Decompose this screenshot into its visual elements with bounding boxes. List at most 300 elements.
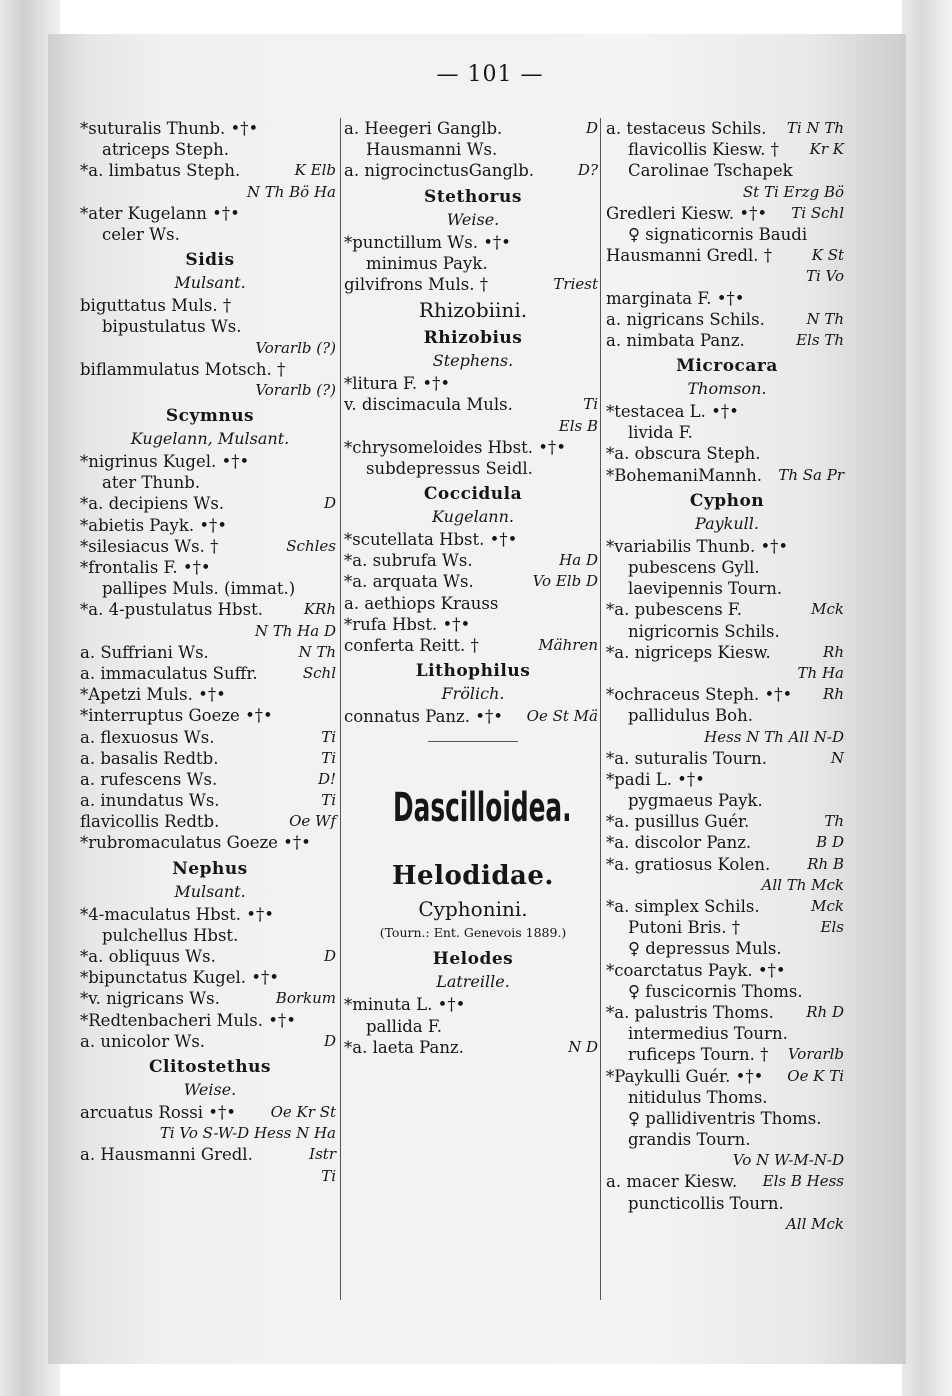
synonym-entry (606, 1044, 848, 1065)
species-entry (606, 1066, 848, 1087)
distribution-line (606, 663, 848, 684)
locality-text: D (323, 1031, 336, 1050)
species-entry (344, 550, 602, 571)
species-entry (344, 394, 602, 415)
locality-text: Rh B (807, 854, 844, 873)
line-text: *scutellata Hbst. •†• (344, 530, 518, 550)
locality-text: Triest (553, 274, 598, 293)
genus-author (80, 880, 340, 904)
species-entry (344, 593, 602, 614)
locality-text: Oe Kr St (270, 1102, 336, 1121)
reference-note (344, 922, 602, 944)
line-text: connatus Panz. •†• (344, 707, 503, 727)
line-text: Cyphonini. (418, 897, 528, 922)
species-entry (344, 118, 602, 139)
line-text: *Apetzi Muls. •†• (80, 685, 226, 705)
synonym-entry (344, 253, 602, 274)
species-entry (80, 684, 340, 705)
genus-author (344, 970, 602, 994)
locality-text: N D (568, 1037, 598, 1056)
line-text: ♀ signaticornis Baudi (628, 224, 808, 244)
line-text: ater Thunb. (102, 473, 201, 493)
distribution-line (80, 338, 340, 359)
distribution-line (80, 380, 340, 401)
genus-heading (344, 656, 602, 682)
line-text: pubescens Gyll. (628, 558, 760, 577)
line-text: Vorarlb (?) (255, 380, 336, 399)
species-entry (80, 1144, 340, 1165)
species-entry (80, 493, 340, 514)
line-text: Th Ha (797, 663, 844, 682)
line-text: v. discimacula Muls. (344, 395, 513, 415)
locality-text: D! (317, 769, 336, 788)
line-text: *a. subrufa Ws. (344, 551, 473, 571)
species-entry (344, 614, 602, 635)
line-text: *frontalis F. •†• (80, 558, 211, 577)
line-text: Kugelann, Mulsant. (130, 429, 290, 449)
locality-text: Vo Elb D (532, 572, 598, 591)
line-text: Dascilloidea. (393, 785, 572, 832)
synonym-entry (606, 938, 848, 959)
line-text: pygmaeus Payk. (628, 791, 763, 811)
locality-text: Ti (321, 791, 336, 810)
locality-text: Th Sa Pr (778, 465, 844, 484)
distribution-line (606, 875, 848, 896)
line-text: *a. 4-pustulatus Hbst. (80, 600, 263, 620)
line-text: *a. simplex Schils. (606, 897, 760, 916)
species-entry (344, 437, 602, 458)
species-entry (80, 1102, 340, 1123)
line-text: *ochraceus Steph. •†• (606, 685, 793, 705)
line-text: Vorarlb (?) (255, 338, 336, 357)
line-text: *abietis Payk. •†• (80, 515, 228, 535)
locality-text: Kr K (809, 140, 844, 159)
species-entry (344, 232, 602, 253)
line-text: Stephens. (432, 351, 514, 371)
distribution-line (80, 621, 340, 642)
line-text: Mulsant. (174, 273, 246, 293)
locality-text: D (585, 119, 598, 137)
distribution-line (606, 727, 848, 748)
genus-author (344, 682, 602, 706)
column-1 (80, 118, 340, 1187)
line-text: Kugelann. (432, 507, 514, 527)
synonym-entry (606, 917, 848, 938)
line-text: All Th Mck (761, 875, 844, 894)
locality-text: Rh (823, 642, 844, 661)
species-entry (344, 994, 602, 1015)
synonym-entry (606, 160, 848, 181)
line-text: celer Ws. (102, 224, 180, 244)
line-text: a. nimbata Panz. (606, 330, 745, 350)
species-entry (344, 1037, 602, 1058)
genus-author (80, 1078, 340, 1102)
species-entry (606, 684, 848, 705)
line-text: Nephus (172, 858, 248, 879)
tribe-heading (344, 894, 602, 922)
species-entry (606, 330, 848, 351)
genus-author (80, 271, 340, 295)
line-text: Putoni Bris. † (628, 918, 740, 938)
species-entry (606, 854, 848, 875)
line-text: *a. pusillus Guér. (606, 812, 750, 832)
line-text: *rufa Hbst. •†• (344, 614, 471, 634)
locality-text: Oe K Ti (787, 1066, 844, 1085)
locality-text: B D (816, 833, 844, 852)
line-text: ♀ depressus Muls. (628, 939, 782, 959)
species-entry (606, 288, 848, 309)
line-text: laevipennis Tourn. (628, 579, 783, 599)
locality-text: Vorarlb (787, 1045, 844, 1064)
line-text: Latreille. (436, 972, 510, 992)
line-text: atriceps Steph. (102, 140, 230, 160)
column-2 (344, 118, 602, 1058)
line-text: nitidulus Thoms. (628, 1087, 768, 1107)
line-text: *a. gratiosus Kolen. (606, 854, 771, 874)
species-entry (606, 896, 848, 917)
genus-author (80, 427, 340, 451)
line-text: Hess N Th All N-D (704, 727, 844, 746)
line-text: *v. nigricans Ws. (80, 989, 220, 1009)
line-text: Ti (321, 1166, 336, 1185)
locality-text: Ti (321, 727, 336, 746)
line-text: a. nigrocinctusGanglb. (344, 161, 535, 181)
locality-text: Oe Wf (289, 812, 336, 831)
species-entry (80, 790, 340, 811)
line-text: a. basalis Redtb. (80, 748, 219, 768)
distribution-line (606, 182, 848, 203)
species-entry (80, 599, 340, 620)
line-text: *litura F. •†• (344, 374, 451, 394)
line-text: *punctillum Ws. •†• (344, 232, 511, 252)
synonym-entry (606, 578, 848, 599)
line-text: arcuatus Rossi •†• (80, 1102, 236, 1122)
locality-text: Ti (321, 748, 336, 767)
locality-text: Rh D (806, 1002, 844, 1021)
line-text: Lithophilus (415, 661, 531, 682)
species-entry (606, 245, 848, 266)
synonym-entry (606, 1087, 848, 1108)
line-text: ruficeps Tourn. † (628, 1045, 769, 1065)
locality-text: D (323, 947, 336, 965)
locality-text: D? (577, 161, 598, 180)
genus-heading (344, 479, 602, 505)
line-text: a. Hausmanni Gredl. (80, 1145, 253, 1165)
synonym-entry (606, 705, 848, 726)
genus-heading (80, 401, 340, 427)
line-text: *silesiacus Ws. † (80, 536, 219, 556)
species-entry (80, 967, 340, 988)
genus-heading (344, 182, 602, 208)
family-heading (344, 854, 602, 894)
line-text: a. inundatus Ws. (80, 791, 220, 811)
locality-text: N Th (806, 309, 844, 328)
superfamily-heading (393, 762, 572, 854)
synonym-entry (606, 1108, 848, 1129)
line-text: *a. decipiens Ws. (80, 494, 225, 514)
species-entry (606, 536, 848, 557)
line-text: *rubromaculatus Goeze •†• (80, 833, 311, 853)
line-text: grandis Tourn. (628, 1130, 751, 1150)
line-text: intermedius Tourn. (628, 1024, 788, 1044)
species-entry (606, 769, 848, 790)
line-text: *bipunctatus Kugel. •†• (80, 968, 279, 988)
distribution-line (80, 182, 340, 203)
line-text: Mulsant. (174, 881, 246, 901)
distribution-line (80, 1166, 340, 1187)
line-text: *Paykulli Guér. •†• (606, 1066, 764, 1086)
species-entry (80, 904, 340, 925)
locality-text: K Elb (294, 161, 336, 180)
species-entry (80, 536, 340, 557)
line-text: *suturalis Thunb. •†• (80, 119, 259, 138)
line-text: Microcara (676, 356, 778, 377)
species-entry (606, 1002, 848, 1023)
line-text: *a. suturalis Tourn. (606, 748, 767, 768)
locality-text: Th (824, 812, 844, 831)
line-text: pulchellus Hbst. (102, 925, 239, 945)
genus-heading (344, 323, 602, 349)
line-text: *ater Kugelann •†• (80, 203, 240, 223)
locality-text: Els B Hess (762, 1172, 844, 1191)
species-entry (80, 1031, 340, 1052)
locality-text: Els Th (796, 330, 844, 349)
synonym-entry (606, 621, 848, 642)
line-text: a. macer Kiesw. (606, 1172, 738, 1192)
genus-author (606, 512, 848, 536)
column-3 (606, 118, 848, 1235)
locality-text: D (323, 494, 336, 513)
species-entry (80, 515, 340, 536)
genus-heading (344, 944, 602, 970)
locality-text: K St (811, 246, 844, 265)
synonym-entry (606, 1023, 848, 1044)
line-text: Cyphon (689, 490, 765, 511)
line-text: flavicollis Redtb. (80, 812, 220, 832)
locality-text: Borkum (275, 989, 336, 1008)
line-text: Clitostethus (148, 1056, 272, 1077)
species-entry (606, 309, 848, 330)
locality-text: KRh (303, 600, 336, 619)
locality-text: Rh (823, 685, 844, 704)
distribution-line (606, 1214, 848, 1235)
line-text: a. immaculatus Suffr. (80, 663, 258, 683)
species-entry (344, 274, 602, 295)
scan-edge-right (902, 0, 952, 1396)
line-text: *coarctatus Payk. •†• (606, 960, 786, 980)
synonym-entry (606, 557, 848, 578)
line-text: ♀ pallidiventris Thoms. (628, 1108, 822, 1128)
species-entry (80, 451, 340, 472)
species-entry (606, 748, 848, 769)
species-entry (344, 635, 602, 656)
line-text: Vo N W-M-N-D (732, 1151, 844, 1170)
line-text: Stethorus (424, 186, 522, 207)
line-text: Coccidula (423, 484, 523, 505)
species-entry (606, 832, 848, 853)
locality-text: Schles (286, 536, 336, 555)
line-text: *minuta L. •†• (344, 995, 466, 1015)
species-entry (344, 160, 602, 181)
synonym-entry (606, 139, 848, 160)
synonym-entry (80, 472, 340, 493)
line-text: *chrysomeloides Hbst. •†• (344, 437, 566, 457)
line-text: biflammulatus Motsch. † (80, 359, 286, 379)
line-text: Frölich. (441, 684, 505, 704)
genus-heading (80, 854, 340, 880)
line-text: *a. obliquus Ws. (80, 947, 216, 966)
line-text: *variabilis Thunb. •†• (606, 536, 789, 556)
genus-heading (80, 1052, 340, 1078)
line-text: *padi L. •†• (606, 769, 705, 789)
locality-text: Ti N Th (786, 119, 844, 137)
line-text: a. aethiops Krauss (344, 593, 499, 613)
species-entry (606, 960, 848, 981)
line-text: a. unicolor Ws. (80, 1031, 206, 1051)
species-entry (344, 571, 602, 592)
line-text: Rhizobius (423, 328, 523, 349)
line-text: minimus Payk. (366, 253, 488, 273)
section-rule (428, 741, 518, 742)
locality-text: Mck (811, 897, 844, 915)
species-entry (80, 642, 340, 663)
line-text: a. testaceus Schils. (606, 119, 767, 138)
species-entry (80, 295, 340, 316)
synonym-entry (606, 1193, 848, 1214)
line-text: *a. discolor Panz. (606, 833, 752, 853)
genus-heading (606, 486, 848, 512)
line-text: *interruptus Goeze •†• (80, 706, 273, 726)
line-text: pallida F. (366, 1016, 442, 1036)
synonym-entry (80, 224, 340, 245)
locality-text: Oe St Mä (526, 707, 598, 726)
page-number: — 101 — (436, 62, 544, 87)
line-text: *nigrinus Kugel. •†• (80, 452, 250, 472)
species-entry (80, 359, 340, 380)
line-text: Carolinae Tschapek (628, 161, 793, 181)
species-entry (80, 727, 340, 748)
line-text: Rhizobiini. (418, 298, 528, 323)
line-text: Els B (558, 416, 598, 435)
locality-text: Schl (302, 663, 336, 682)
synonym-entry (606, 422, 848, 443)
line-text: (Tourn.: Ent. Genevois 1889.) (379, 925, 567, 941)
line-text: pallipes Muls. (immat.) (102, 579, 296, 599)
line-text: Paykull. (695, 513, 759, 533)
species-entry (80, 769, 340, 790)
line-text: *a. palustris Thoms. (606, 1002, 774, 1022)
tribe-heading (344, 295, 602, 323)
line-text: *a. pubescens F. (606, 600, 743, 620)
line-text: a. Heegeri Ganglb. (344, 119, 503, 138)
line-text: puncticollis Tourn. (628, 1193, 784, 1213)
distribution-line (344, 416, 602, 437)
line-text: a. nigricans Schils. (606, 309, 765, 329)
species-entry (80, 118, 340, 139)
species-entry (606, 203, 848, 224)
line-text: Hausmanni Ws. (366, 140, 498, 160)
species-entry (80, 1010, 340, 1031)
line-text: Weise. (183, 1079, 237, 1099)
line-text: *a. arquata Ws. (344, 572, 474, 592)
species-entry (80, 946, 340, 967)
synonym-entry (80, 316, 340, 337)
locality-text: Els (820, 918, 844, 937)
genus-author (344, 208, 602, 232)
line-text: Ti Vo S-W-D Hess N Ha (159, 1124, 336, 1143)
synonym-entry (80, 139, 340, 160)
locality-text: N Th (298, 642, 336, 661)
species-entry (80, 160, 340, 181)
synonym-entry (80, 925, 340, 946)
species-entry (80, 811, 340, 832)
distribution-line (606, 266, 848, 287)
genus-heading (606, 351, 848, 377)
species-entry (80, 203, 340, 224)
species-entry (606, 118, 848, 139)
species-entry (80, 663, 340, 684)
genus-author (344, 505, 602, 529)
species-entry (80, 705, 340, 726)
line-text: Helodes (432, 949, 514, 970)
synonym-entry (344, 458, 602, 479)
locality-text: Ti (583, 395, 598, 414)
line-text: Ti Vo (805, 267, 844, 286)
genus-author (606, 377, 848, 401)
locality-text: Ti Schl (791, 203, 844, 222)
line-text: bipustulatus Ws. (102, 317, 242, 337)
line-text: Gredleri Kiesw. •†• (606, 203, 768, 223)
line-text: subdepressus Seidl. (366, 458, 533, 478)
species-entry (606, 811, 848, 832)
line-text: N Th Ha D (254, 621, 336, 640)
column-divider-1 (340, 118, 341, 1300)
species-entry (80, 748, 340, 769)
locality-text: N (830, 748, 844, 767)
distribution-line (80, 1123, 340, 1144)
genus-heading (80, 245, 340, 271)
line-text: Helodidae. (391, 861, 554, 892)
synonym-entry (606, 1129, 848, 1150)
species-entry (606, 1171, 848, 1192)
line-text: N Th Bö Ha (246, 182, 336, 201)
line-text: a. Suffriani Ws. (80, 642, 209, 662)
distribution-line (606, 1150, 848, 1171)
line-text: pallidulus Boh. (628, 706, 753, 726)
line-text: *a. laeta Panz. (344, 1037, 464, 1057)
line-text: a. rufescens Ws. (80, 769, 218, 789)
line-text: All Mck (785, 1214, 844, 1233)
species-entry (606, 599, 848, 620)
locality-text: Ha D (559, 551, 598, 570)
line-text: conferta Reitt. † (344, 636, 479, 655)
species-entry (80, 832, 340, 853)
species-entry (344, 706, 602, 727)
line-text: *testacea L. •†• (606, 402, 739, 422)
line-text: livida F. (628, 423, 693, 443)
line-text: Weise. (446, 209, 500, 229)
line-text: biguttatus Muls. † (80, 296, 232, 316)
line-text: Hausmanni Gredl. † (606, 246, 772, 266)
line-text: *Redtenbacheri Muls. •†• (80, 1010, 296, 1030)
line-text: *BohemaniMannh. (606, 465, 762, 485)
line-text: flavicollis Kiesw. † (628, 140, 779, 160)
synonym-entry (344, 139, 602, 160)
genus-author (344, 349, 602, 373)
species-entry (606, 401, 848, 422)
species-entry (606, 465, 848, 486)
line-text: *a. nigriceps Kiesw. (606, 642, 771, 662)
